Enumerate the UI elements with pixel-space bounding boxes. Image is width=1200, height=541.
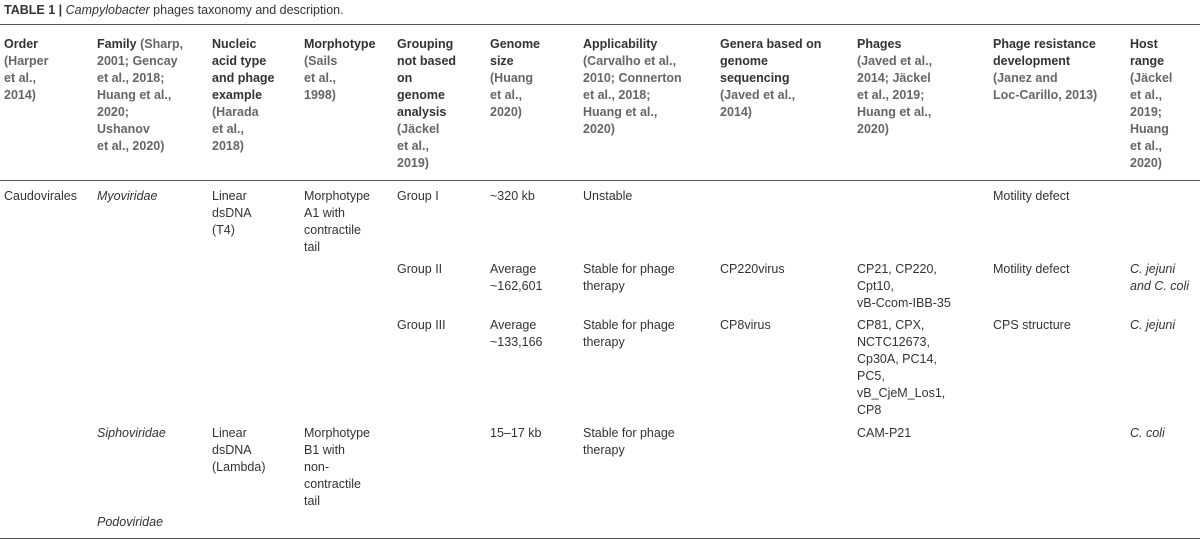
caption-label: TABLE 1 | xyxy=(4,3,63,17)
cell-nucleic: Linear dsDNA (T4) xyxy=(212,189,252,237)
cell-resistance: Motility defect xyxy=(993,189,1070,203)
caption-rest: phages taxonomy and description. xyxy=(149,3,344,17)
cell-family: Siphoviridae xyxy=(97,426,166,440)
cell-genera: CP220virus xyxy=(720,262,785,276)
cell-genome-size: 15–17 kb xyxy=(490,426,542,440)
cell-family: Podoviridae xyxy=(97,515,164,529)
cell-genome-size: Average ~162,601 xyxy=(490,262,543,293)
cell-family: Myoviridae xyxy=(97,189,158,203)
cell-host-range: C. coli xyxy=(1130,426,1165,440)
cell-morphotype: Morphotype A1 with contractile tail xyxy=(304,189,371,254)
header-grouping: Grouping not based on genome analysis (Jäckel et al., 2019) xyxy=(397,37,457,170)
cell-phages: CP81, CPX, NCTC12673, Cp30A, PC14, PC5, vB_CjeM_Los1, CP8 xyxy=(857,318,946,417)
cell-resistance: Motility defect xyxy=(993,262,1070,276)
cell-genera: CP8virus xyxy=(720,318,771,332)
cell-morphotype: Morphotype B1 with non- contractile tail xyxy=(304,426,371,508)
cell-genome-size: ~320 kb xyxy=(490,189,535,203)
header-genome-size: Genome size (Huang et al., 2020) xyxy=(490,37,541,119)
cell-phages: CAM-P21 xyxy=(857,426,912,440)
cell-resistance: CPS structure xyxy=(993,318,1071,332)
header-morphotype: Morphotype (Sails et al., 1998) xyxy=(304,37,376,102)
header-order: Order (Harper et al., 2014) xyxy=(4,37,49,102)
cell-grouping: Group III xyxy=(397,318,446,332)
header-phages: Phages (Javed et al., 2014; Jäckel et al., 2019; Huang et al., 2020) xyxy=(857,37,933,136)
header-resistance: Phage resistance development (Janez and Loc-Carillo, 2013) xyxy=(993,37,1098,102)
header-applicability: Applicability (Carvalho et al., 2010; Connerton et al., 2018; Huang et al., 2020) xyxy=(583,37,682,136)
header-rule xyxy=(0,180,1200,181)
cell-order: Caudovirales xyxy=(4,189,77,203)
cell-host-range: C. jejuni xyxy=(1130,318,1176,332)
header-family: Family (Sharp, 2001; Gencay et al., 2018; Huang et al., 2020; Ushanov et al., 2020) xyxy=(97,37,184,153)
cell-applicability: Stable for phage therapy xyxy=(583,262,675,293)
cell-grouping: Group II xyxy=(397,262,443,276)
cell-phages: CP21, CP220, Cpt10, vB-Ccom-IBB-35 xyxy=(857,262,951,310)
caption-genus: Campylobacter xyxy=(65,3,150,17)
cell-grouping: Group I xyxy=(397,189,439,203)
cell-applicability: Stable for phage therapy xyxy=(583,318,675,349)
cell-genome-size: Average ~133,166 xyxy=(490,318,543,349)
cell-applicability: Stable for phage therapy xyxy=(583,426,675,457)
table-caption xyxy=(4,2,344,19)
cell-nucleic: Linear dsDNA (Lambda) xyxy=(212,426,266,474)
header-genera: Genera based on genome sequencing (Javed et al., 2014) xyxy=(720,37,822,119)
header-host-range: Host range (Jäckel et al., 2019; Huang et al., 2020) xyxy=(1130,37,1173,170)
header-nucleic: Nucleic acid type and phage example (Harada et al., 2018) xyxy=(212,37,275,153)
top-rule xyxy=(0,24,1200,25)
cell-applicability: Unstable xyxy=(583,189,633,203)
bottom-rule xyxy=(0,538,1200,539)
cell-host-range: C. jejuni and C. coli xyxy=(1130,262,1190,293)
